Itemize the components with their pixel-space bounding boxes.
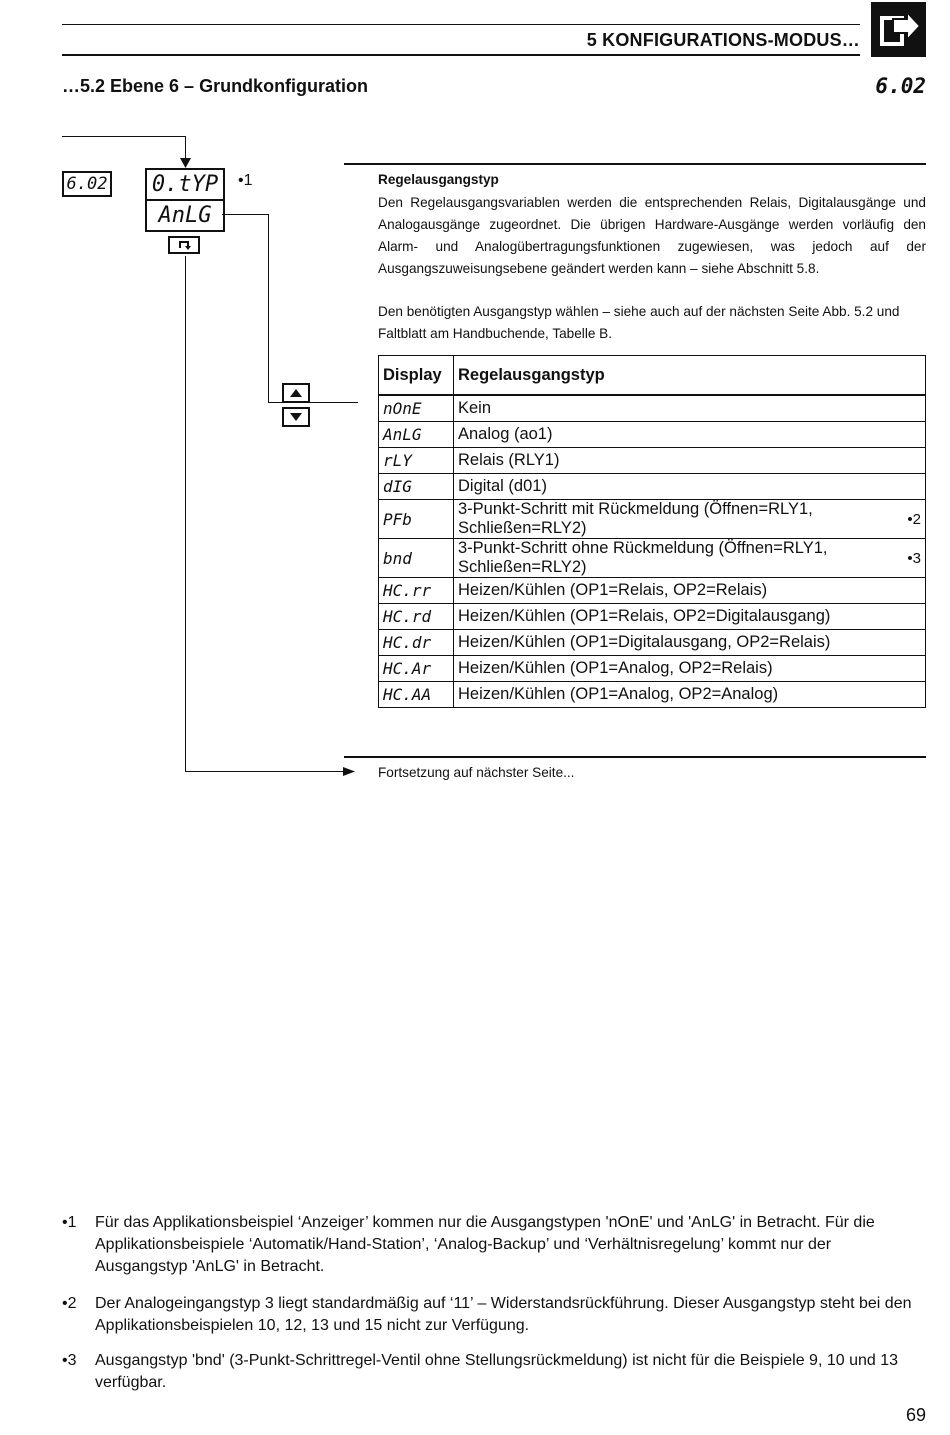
column-header-display: Display (379, 356, 454, 396)
footnote-text: Für das Applikationsbeispiel ‘Anzeiger’ kommen nur die Ausgangstypen 'nOnE' und 'AnLG' in Betracht. Für die Applikationsbeispiele ‘Automatik/Hand-Station’, ‘Analog-Backup’ und ‘Verhältnisregelung’ kommt nur der Ausgangstyp 'AnLG' in Betracht. (95, 1214, 875, 1275)
output-type-cell (454, 539, 926, 578)
output-type: Digital (d01) (454, 474, 926, 500)
display-value: AnLG (158, 203, 212, 228)
footnote-text: Ausgangstyp 'bnd' (3-Punkt-Schrittregel-Ventil ohne Stellungsrückmeldung) ist nicht für die Beispiele 9, 10 und 13 verfügbar. (95, 1352, 899, 1391)
chapter-title: 5 KONFIGURATIONS-MODUS… (586, 30, 860, 50)
output-type-table (378, 355, 926, 708)
output-type: Relais (RLY1) (454, 448, 926, 474)
description-rule (344, 163, 926, 165)
display-code: HC.AA (379, 682, 454, 708)
table-row (379, 604, 926, 630)
note-marker: •2 (907, 510, 921, 528)
footnote-number: •1 (62, 1214, 77, 1231)
section-code: 6.02 (875, 74, 926, 98)
table-row (379, 448, 926, 474)
output-type: Heizen/Kühlen (OP1=Relais, OP2=Relais) (454, 578, 926, 604)
arrow-down-icon (180, 158, 191, 168)
output-type: Heizen/Kühlen (OP1=Relais, OP2=Digitalausgang) (454, 604, 926, 630)
table-row (379, 656, 926, 682)
page-number: 69 (905, 1405, 926, 1425)
table-row (379, 474, 926, 500)
table-row (379, 682, 926, 708)
connector (268, 214, 269, 403)
connector (62, 136, 186, 137)
display-code: HC.dr (379, 630, 454, 656)
down-arrow-key-icon (282, 407, 310, 427)
output-type: 3-Punkt-Schritt ohne Rückmeldung (Öffnen=RLY1, Schließen=RLY2) (458, 539, 828, 576)
table-row (379, 422, 926, 448)
display-code: nOnE (379, 395, 454, 422)
display-code: HC.rd (379, 604, 454, 630)
description-paragraph: Den Regelausgangsvariablen werden die entsprechenden Relais, Digitalausgänge und Analogausgänge zugeordnet. Die übrigen Hardware-Ausgänge werden vorläufig den Alarm- und Analogübertragungsfunktionen zugewiesen, was jedoch auf der Ausgangszuweisungsebene geändert werden kann – siehe Abschnitt 5.8. (378, 195, 926, 276)
display-code: dIG (379, 474, 454, 500)
footnote (62, 1350, 926, 1394)
continued-note: Fortsetzung auf nächster Seite... (378, 765, 575, 780)
connector (222, 214, 269, 215)
section-title: …5.2 Ebene 6 – Grundkonfiguration (62, 76, 369, 96)
output-type: 3-Punkt-Schritt mit Rückmeldung (Öffnen=RLY1, Schließen=RLY2) (458, 500, 813, 537)
header-rule-top (62, 24, 860, 25)
display-code: HC.rr (379, 578, 454, 604)
footnote (62, 1293, 926, 1337)
output-type-cell (454, 500, 926, 539)
output-type: Kein (454, 395, 926, 422)
display-parameter: 0.tYP (147, 170, 223, 201)
output-type: Heizen/Kühlen (OP1=Digitalausgang, OP2=Relais) (454, 630, 926, 656)
note-marker: •3 (907, 549, 921, 567)
output-type: Heizen/Kühlen (OP1=Analog, OP2=Relais) (454, 656, 926, 682)
footnote-number: •2 (62, 1295, 77, 1312)
table-row (379, 500, 926, 539)
output-type: Heizen/Kühlen (OP1=Analog, OP2=Analog) (454, 682, 926, 708)
footnote (62, 1212, 926, 1278)
arrow-into-box-icon (871, 2, 926, 57)
level-badge: 6.02 (62, 171, 112, 197)
page-key-icon (168, 236, 200, 254)
continued-rule (344, 756, 926, 758)
table-row (379, 578, 926, 604)
up-arrow-key-icon (282, 383, 310, 403)
table-header-row (379, 356, 926, 396)
connector (185, 771, 343, 772)
footnote-number: •3 (62, 1352, 77, 1369)
display-code: HC.Ar (379, 656, 454, 682)
output-type: Analog (ao1) (454, 422, 926, 448)
arrow-right-icon (343, 767, 355, 776)
table-row (379, 630, 926, 656)
description-heading: Regelausgangstyp (378, 172, 499, 187)
display-code: bnd (379, 539, 454, 578)
header-rule-bottom (62, 54, 860, 56)
controller-display (145, 168, 225, 232)
connector (185, 136, 186, 160)
column-header-type: Regelausgangstyp (454, 356, 926, 396)
note-marker: •1 (238, 172, 253, 189)
connector (185, 256, 186, 772)
table-row (379, 539, 926, 578)
description-instruction: Den benötigten Ausgangstyp wählen – siehe auch auf der nächsten Seite Abb. 5.2 und Faltblatt am Handbuchende, Tabelle B. (378, 304, 900, 341)
table-row (379, 395, 926, 422)
display-code: AnLG (379, 422, 454, 448)
display-code: rLY (379, 448, 454, 474)
display-code: PFb (379, 500, 454, 539)
footnote-text: Der Analogeingangstyp 3 liegt standardmäßig auf ‘11’ – Widerstandsrückführung. Dieser Ausgangstyp steht bei den Applikationsbeispielen 10, 12, 13 und 15 nicht zur Verfügung. (95, 1295, 912, 1334)
